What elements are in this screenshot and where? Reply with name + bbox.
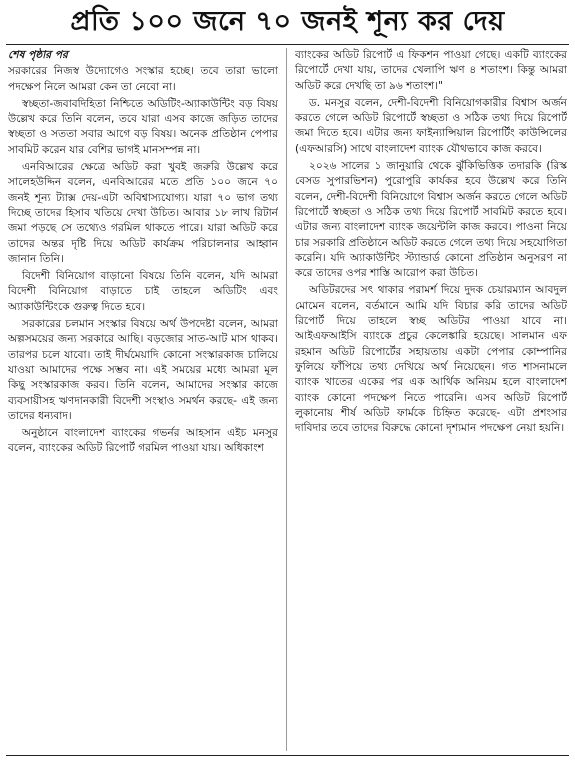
paragraph: ব্যাংকের অডিট রিপোর্ট এ ফিকশন পাওয়া গেছে। একটি ব্যাংকের রিপোর্টে দেখা যায়, তাদের খেলাপি ঋণ ৪ শতাংশ। কিন্তু আমরা অডিট করে দেখছি তা ৯৬ শতাংশ।" — [295, 49, 567, 92]
bottom-rule — [6, 755, 569, 756]
paragraph: সরকারের নিজস্ব উদ্যোগেও সংস্কার হচ্ছে। তবে তারা ভালো পদক্ষেপ নিলে আমরা কেন তা নেবো না। — [8, 65, 278, 93]
paragraph: এনবিআরের ক্ষেত্রে অডিট করা খুবই জরুরি উল্লেখ করে সালেহউদ্দিন বলেন, এনবিআরের মতে প্রতি ১০০ জনে ৭০ জনই শূন্য ট্যাক্স দেয়-এটা অবিশ্বাস্যযোগ্য। যারা ৭০ ভাগ তথ্য দিচ্ছে তাদের হিসাব খতিয়ে দেখা উচিত। আবার ১৮ লাখ রিটার্ন জমা পড়ছে সে তথ্যেও গরমিল থাকতে পারে। যারা অডিট করে তাদের অন্তর দৃষ্টি দিয়ে অডিট কার্যক্রম পরিচালনার আহ্বান জানান তিনি। — [8, 161, 278, 265]
right-column — [295, 48, 567, 751]
paragraph: অডিটরদের সৎ থাকার পরামর্শ দিয়ে দুদক চেয়ারম্যান আবদুল মোমেন বলেন, বর্তমানে আমি যদি বিচার করি তাদের অডিট রিপোর্ট দিয়ে তাহলে স্বচ্ছ অডিটর পাওয়া যাবে না। আইএফআইসি ব্যাংকে প্রচুর কেলেঙ্কারি হয়েছে। সালমান এফ রহমান অডিট রিপোর্টের সহায়তায় একটা পেপার কোম্পানির ফুলিয়ে ফাঁপিয়ে তথ্য দেখিয়ে অর্থ নিয়েছেন। গত শাসনামলে ব্যাংক খাতের একের পর এক আর্থিক অনিয়ম হলে বাংলাদেশ ব্যাংক কোনো পদক্ষেপ নিতে পারেনি। এসব অডিট রিপোর্ট লুকানোয় শীর্ষ অডিট ফার্মকে চিহ্নিত করেছে- এটা প্রশংসার দাবিদার তবে তাদের বিরুদ্ধে কোনো দৃশ্যমান পদক্ষেপ নেয়া হয়নি। — [295, 284, 567, 435]
paragraph: অনুষ্ঠানে বাংলাদেশ ব্যাংকের গভর্নর আহসান এইচ মনসুর বলেন, ব্যাংকের অডিট রিপোর্ট গরমিল পাওয়া যায়। অধিকাংশ — [8, 427, 278, 455]
paragraph: ড. মনসুর বলেন, দেশী-বিদেশী বিনিয়োগকারীর বিশ্বাস অর্জন করতে গেলে অডিট রিপোর্টে স্বচ্ছতা ও সঠিক তথ্য দিয়ে রিপোর্ট জমা দিতে হবে। এটার জন্য ফাইন্যান্সিয়াল রিপোর্টিং কাউন্সিলের (এফআরসি) সাথে বাংলাদেশ ব্যাংক যৌথভাবে কাজ করবে। — [295, 96, 567, 155]
paragraph: স্বচ্ছতা-জবাবদিহিতা নিশ্চিতে অডিটিং-অ্যাকাউন্টিং বড় বিষয় উল্লেখ করে তিনি বলেন, তবে যারা এসব কাজে জড়িত তাদের স্বচ্ছতা ও সততা সবার আগে বড় বিষয়। অনেক প্রতিষ্ঠান পেপার সাবমিট করেন যার বেশির ভাগই মানসম্পন্ন না। — [8, 97, 278, 156]
paragraph: বিদেশী বিনিয়োগ বাড়ানো বিষয়ে তিনি বলেন, যদি আমরা বিদেশী বিনিয়োগ বাড়াতে চাই তাহলে অডিটিং এবং অ্যাকাউন্টিংকে গুরুত্ব দিতে হবে। — [8, 270, 278, 313]
headline: প্রতি ১০০ জনে ৭০ জনই শূন্য কর দেয় — [70, 6, 505, 37]
column-divider — [286, 48, 287, 751]
paragraph: সরকারের চলমান সংস্কার বিষয়ে অর্থ উপদেষ্টা বলেন, আমরা অল্পসময়ের জন্য সরকারে আছি। বড়জোর সাত-আট মাস থাকব। তারপর চলে যাবো। তাই দীর্ঘমেয়াদি কোনো সংস্কারকাজ চালিয়ে যাওয়া আমাদের পক্ষে সম্ভব না। এই সময়ের মধ্যে আমরা মূল কিছু সংস্কারকাজ করব। তিনি বলেন, আমাদের সংস্কার কাজে ব্যবসায়ীসহ ঋণদানকারী বিদেশী সংস্থাও সমর্থন করছে- এই জন্য তাদের ধন্যবাদ। — [8, 318, 278, 422]
headline-rule — [6, 44, 569, 45]
paragraph: ২০২৬ সালের ১ জানুয়ারি থেকে ঝুঁকিভিত্তিক তদারকি (রিস্ক বেসড সুপারভিশন) পুরোপুরি কার্যকর হবে উল্লেখ করে তিনি বলেন, দেশী-বিদেশী বিনিয়োগে বিশ্বাস অর্জন করতে গেলে অডিট রিপোর্টে স্বচ্ছতা ও সঠিক তথ্য দিয়ে রিপোর্ট সাবমিট করতে হবে। এটার জন্য বাংলাদেশ ব্যাংক জয়েন্টলি কাজ করবে। পাওনা নিয়ে চার সরকারি প্রতিষ্ঠানে অডিট করতে গেলে তথ্য দিয়ে সহযোগিতা করেনি। যদি অ্যাকাউন্টিং স্ট্যান্ডার্ড কোনো প্রতিষ্ঠান অনুসরণ না করে তাদের ওপর শাস্তি আরোপ করা উচিত। — [295, 160, 567, 280]
left-column — [8, 48, 278, 751]
continued-label: শেষ পৃষ্ঠার পর — [8, 49, 68, 61]
